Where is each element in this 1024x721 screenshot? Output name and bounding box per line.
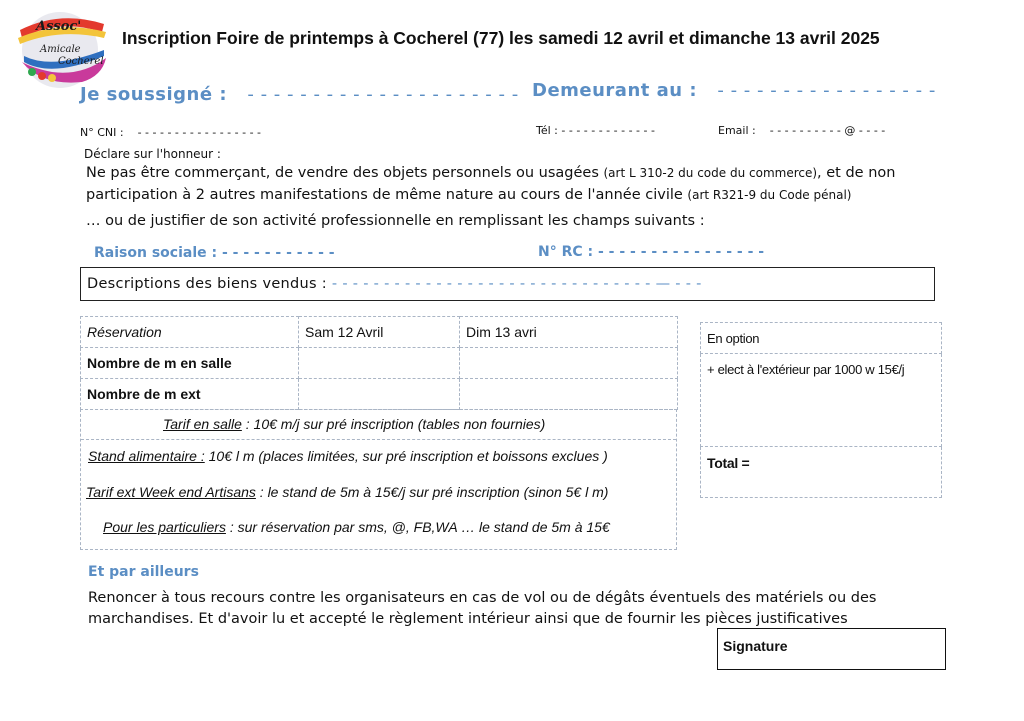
tel-dashes: - - - - - - - - - - - - - [561,124,655,137]
para1-small2: (art R321-9 du Code pénal) [687,188,852,202]
declaration-paragraph [86,162,936,206]
association-logo [12,6,112,90]
row-label-salle: Nombre de m en salle [81,348,299,379]
tarif-ext-label: Tarif ext Week end Artisans [86,484,256,500]
tel-field[interactable] [536,124,655,137]
tarif-particuliers [103,519,610,535]
page-title: Inscription Foire de printemps à Cocherel (77) les samedi 12 avril et dimanche 13 avril 2025 [122,28,880,48]
para1-main: Ne pas être commerçant, de vendre des objets personnels ou usagées [86,165,599,181]
cni-dashes: - - - - - - - - - - - - - - - - - [137,126,262,139]
par-ailleurs-heading: Et par ailleurs [88,564,199,580]
email-dashes: - - - - - - - - - - @ - - - - [769,124,886,137]
cell-salle-sam[interactable] [299,348,460,379]
cni-label: N° CNI : [80,126,124,139]
tarif-alimentaire [88,448,608,464]
logo-line2: Amicale [40,44,81,55]
table-row [81,348,678,379]
soussigne-field[interactable] [80,84,519,105]
descriptions-label: Descriptions des biens vendus : [87,276,327,292]
table-header-row [81,317,678,348]
signature-box[interactable] [717,628,946,670]
tarif-part-label: Pour les particuliers [103,519,226,535]
logo-line1: Assoc' [36,19,82,34]
demeurant-label: Demeurant au : [532,80,698,101]
cell-ext-dim[interactable] [460,379,678,410]
tarif-alim-label: Stand alimentaire : [88,448,205,464]
tarif-divider [81,439,676,440]
descriptions-field[interactable] [80,267,935,301]
cell-salle-dim[interactable] [460,348,678,379]
header-reservation: Réservation [81,317,299,348]
header-dim: Dim 13 avri [460,317,678,348]
renoncer-paragraph: Renoncer à tous recours contre les organisateurs en cas de vol ou de dégâts éventuels des matériels ou des marchandises. Et d'avoir lu et accepté le règlement intérieur ainsi que de fournir les pièces justificatives [88,590,877,627]
para1-small: (art L 310-2 du code du commerce) [603,166,818,180]
option-elect[interactable]: + elect à l'extérieur par 1000 w 15€/j [701,354,942,447]
tarif-salle-label: Tarif en salle [163,416,242,432]
cni-field[interactable] [80,126,261,139]
cell-ext-sam[interactable] [299,379,460,410]
rc-field[interactable]: N° RC : - - - - - - - - - - - - - - - - [538,244,765,260]
soussigne-label: Je soussigné : [80,84,228,105]
table-row [81,379,678,410]
tel-label: Tél : [536,124,558,137]
raison-sociale-field[interactable]: Raison sociale : - - - - - - - - - - - [94,245,335,261]
logo-line3: Cocherel [58,56,104,67]
tarif-alim-text: 10€ l m (places limitées, sur pré inscription et boissons exclues ) [204,448,608,464]
tarif-salle-text: : 10€ m/j sur pré inscription (tables non fournies) [241,416,546,432]
para1-rest: , et de non participation à 2 autres manifestations de même nature au cours de l'année civile [86,165,896,203]
descriptions-dashes: - - - - - - - - - - - - - - - - - - - - - - - - - - - - - - - — - - - [331,276,702,292]
email-field[interactable] [718,124,885,137]
soussigne-dashes: - - - - - - - - - - - - - - - - - - - - - [247,84,519,105]
tarif-ext-text: : le stand de 5m à 15€/j sur pré inscription (sinon 5€ l m) [255,484,609,500]
tarif-salle [163,416,545,432]
tarifs-block [80,409,677,550]
demeurant-field[interactable] [532,80,936,101]
option-header: En option [701,323,942,354]
tarif-ext-artisans [86,484,608,500]
tarif-part-text: : sur réservation par sms, @, FB,WA … le stand de 5m à 15€ [225,519,610,535]
reservation-table [80,316,678,410]
option-total: Total = [701,447,942,498]
justifier-paragraph: … ou de justifier de son activité professionnelle en remplissant les champs suivants : [86,213,705,229]
row-label-ext: Nombre de m ext [81,379,299,410]
demeurant-dashes: - - - - - - - - - - - - - - - - - [717,80,936,101]
header-sam: Sam 12 Avril [299,317,460,348]
declare-label: Déclare sur l'honneur : [84,147,221,161]
email-label: Email : [718,124,756,137]
option-table [700,322,942,498]
signature-label: Signature [723,638,788,654]
